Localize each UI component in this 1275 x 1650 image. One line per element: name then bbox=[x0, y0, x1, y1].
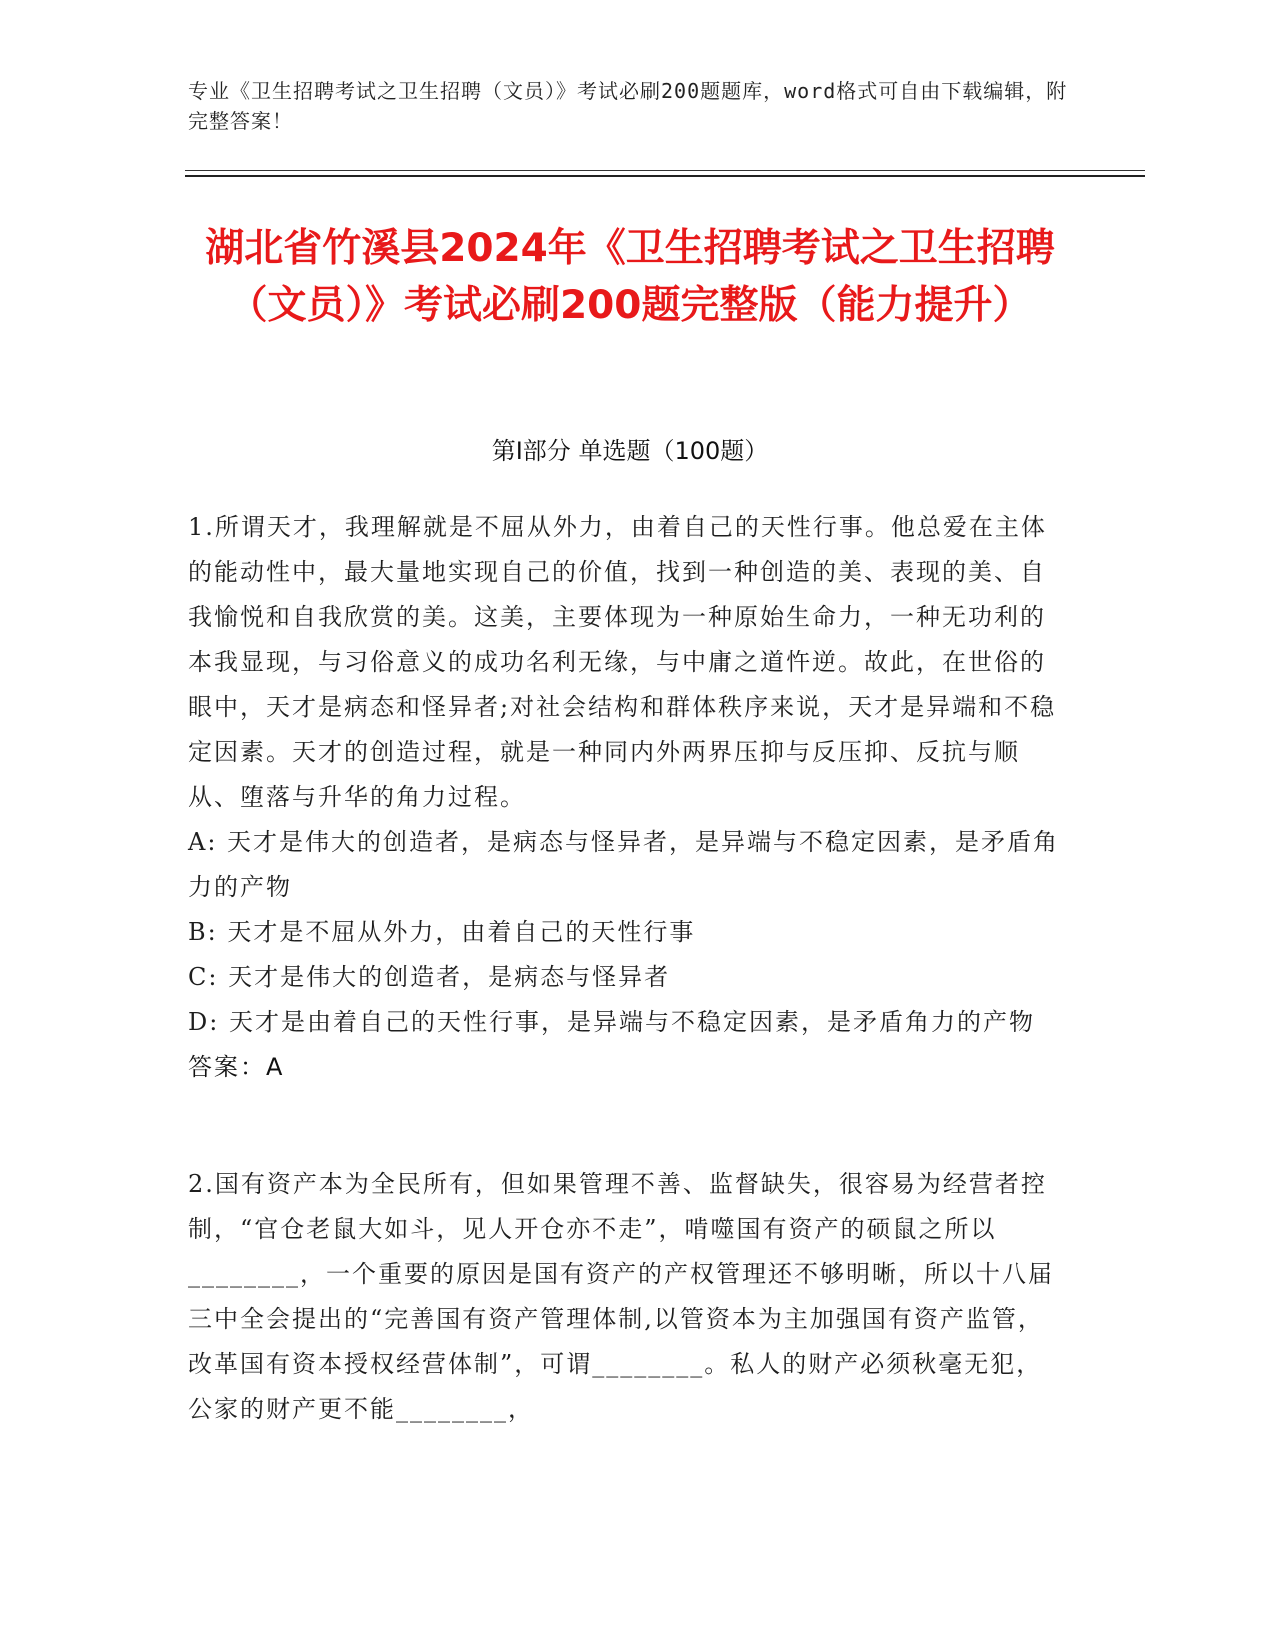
option-a: A: 天才是伟大的创造者，是病态与怪异者，是异端与不稳定因素，是矛盾角力的产物 bbox=[188, 828, 1060, 901]
header-note: 专业《卫生招聘考试之卫生招聘（文员）》考试必刷200题题库，word格式可自由下载编辑，附完整答案！ bbox=[188, 79, 1068, 133]
header-rule-thin bbox=[185, 170, 1145, 171]
question-stem: 1.所谓天才，我理解就是不屈从外力，由着自己的天性行事。他总爱在主体的能动性中，最大量地实现自己的价值，找到一种创造的美、表现的美、自我愉悦和自我欣赏的美。这美，主要体现为一种原始生命力，一种无功利的本我显现，与习俗意义的成功名利无缘，与中庸之道忤逆。故此，在世俗的眼中，天才是病态和怪异者;对社会结构和群体秩序来说，天才是异端和不稳定因素。天才的创造过程，就是一种同内外两界压抑与反压抑、反抗与顺从、堕落与升华的角力过程。 bbox=[188, 513, 1057, 811]
question-1 bbox=[188, 505, 1068, 1090]
option-d: D: 天才是由着自己的天性行事，是异端与不稳定因素，是矛盾角力的产物 bbox=[188, 1008, 1035, 1036]
answer-label: 答案：A bbox=[188, 1053, 285, 1081]
option-b: B: 天才是不屈从外力，由着自己的天性行事 bbox=[188, 918, 696, 946]
header-rule-thick bbox=[185, 175, 1145, 177]
option-c: C: 天才是伟大的创造者，是病态与怪异者 bbox=[188, 963, 671, 991]
question-stem: 2.国有资产本为全民所有，但如果管理不善、监督缺失，很容易为经营者控制，“官仓老鼠大如斗，见人开仓亦不走”，啃噬国有资产的硕鼠之所以________，一个重要的原因是国有资产的产权管理还不够明晰，所以十八届三中全会提出的“完善国有资产管理体制,以管资本为主加强国有资产监管，改革国有资本授权经营体制”，可谓________。私人的财产必须秋毫无犯，公家的财产更不能________， bbox=[188, 1170, 1054, 1423]
question-2 bbox=[188, 1162, 1068, 1432]
section-heading: 第I部分 单选题（100题） bbox=[491, 437, 769, 465]
document-title: 湖北省竹溪县2024年《卫生招聘考试之卫生招聘（文员）》考试必刷200题完整版（能力提升） bbox=[205, 226, 1055, 328]
